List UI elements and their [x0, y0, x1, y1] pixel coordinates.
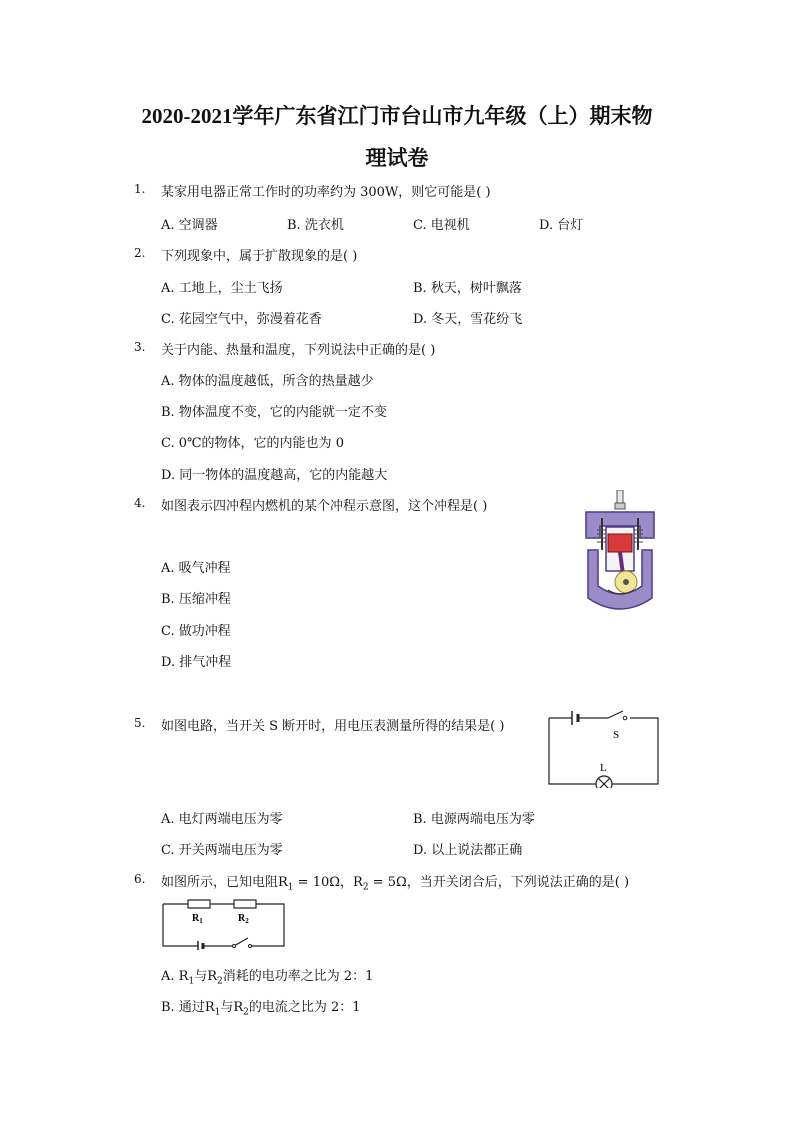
question-6-number: 6.: [134, 872, 146, 886]
question-4-option-b: B. 压缩冲程: [161, 592, 231, 607]
question-1-option-a: A. 空调器: [161, 218, 218, 233]
question-6-option-b: B. 通过$R_1$与$R_2$的电流之比为 2：1: [161, 1000, 361, 1018]
question-5-option-c: C. 开关两端电压为零: [161, 843, 283, 858]
question-4-stem: 如图表示四冲程内燃机的某个冲程示意图，这个冲程是( ): [161, 499, 488, 514]
question-4-option-a: A. 吸气冲程: [161, 561, 231, 576]
question-3-option-b: B. 物体温度不变，它的内能就一定不变: [161, 405, 387, 420]
question-3-option-d: D. 同一物体的温度越高，它的内能越大: [161, 468, 388, 483]
exam-title-line1: 2020-2021学年广东省江门市台山市九年级（上）期末物: [141, 104, 653, 128]
question-6-stem: 如图所示，已知电阻$R_1 = 10\Omega$，$R_2 = 5\Omega$，当开关闭合后，下列说法正确的是( ): [161, 875, 630, 893]
question-1-option-b: B. 洗衣机: [287, 218, 344, 233]
question-5-option-b: B. 电源两端电压为零: [413, 812, 535, 827]
question-1-option-c: C. 电视机: [413, 218, 470, 233]
question-6-option-a: A. $R_1$与$R_2$消耗的电功率之比为 2：1: [161, 969, 374, 987]
resistor-r1-label: $R_1$: [192, 913, 203, 925]
circuit-6-figure: [162, 896, 286, 950]
question-1-number: 1.: [134, 182, 146, 196]
circuit-5-figure: [548, 708, 660, 788]
question-2-option-c: C. 花园空气中，弥漫着花香: [161, 312, 322, 327]
resistor-r2-label: $R_2$: [238, 913, 249, 925]
question-1-stem: 某家用电器正常工作时的功率约为 300W，则它可能是( ): [161, 185, 491, 200]
question-3-stem: 关于内能、热量和温度，下列说法中正确的是( ): [161, 343, 436, 358]
switch-label-s: S: [613, 729, 620, 741]
question-3-number: 3.: [134, 340, 146, 354]
question-2-option-d: D. 冬天，雪花纷飞: [413, 312, 523, 327]
question-5-option-a: A. 电灯两端电压为零: [161, 812, 283, 827]
question-1-option-d: D. 台灯: [539, 218, 584, 233]
question-5-number: 5.: [134, 716, 146, 730]
question-3-option-c: C. 0℃的物体，它的内能也为 0: [161, 436, 344, 451]
question-2-option-a: A. 工地上，尘土飞扬: [161, 281, 283, 296]
question-5-stem: 如图电路，当开关 S 断开时，用电压表测量所得的结果是( ): [161, 719, 505, 734]
question-5-option-d: D. 以上说法都正确: [413, 843, 523, 858]
question-4-option-d: D. 排气冲程: [161, 655, 232, 670]
engine-stroke-figure: [580, 490, 660, 612]
question-2-number: 2.: [134, 246, 146, 260]
question-2-option-b: B. 秋天，树叶飘落: [413, 281, 522, 296]
exam-title-line2: 理试卷: [365, 146, 429, 170]
question-2-stem: 下列现象中，属于扩散现象的是( ): [161, 249, 358, 264]
question-3-option-a: A. 物体的温度越低，所含的热量越少: [161, 374, 374, 389]
question-4-number: 4.: [134, 496, 146, 510]
question-4-option-c: C. 做功冲程: [161, 624, 231, 639]
lamp-label-l: L: [600, 762, 607, 774]
